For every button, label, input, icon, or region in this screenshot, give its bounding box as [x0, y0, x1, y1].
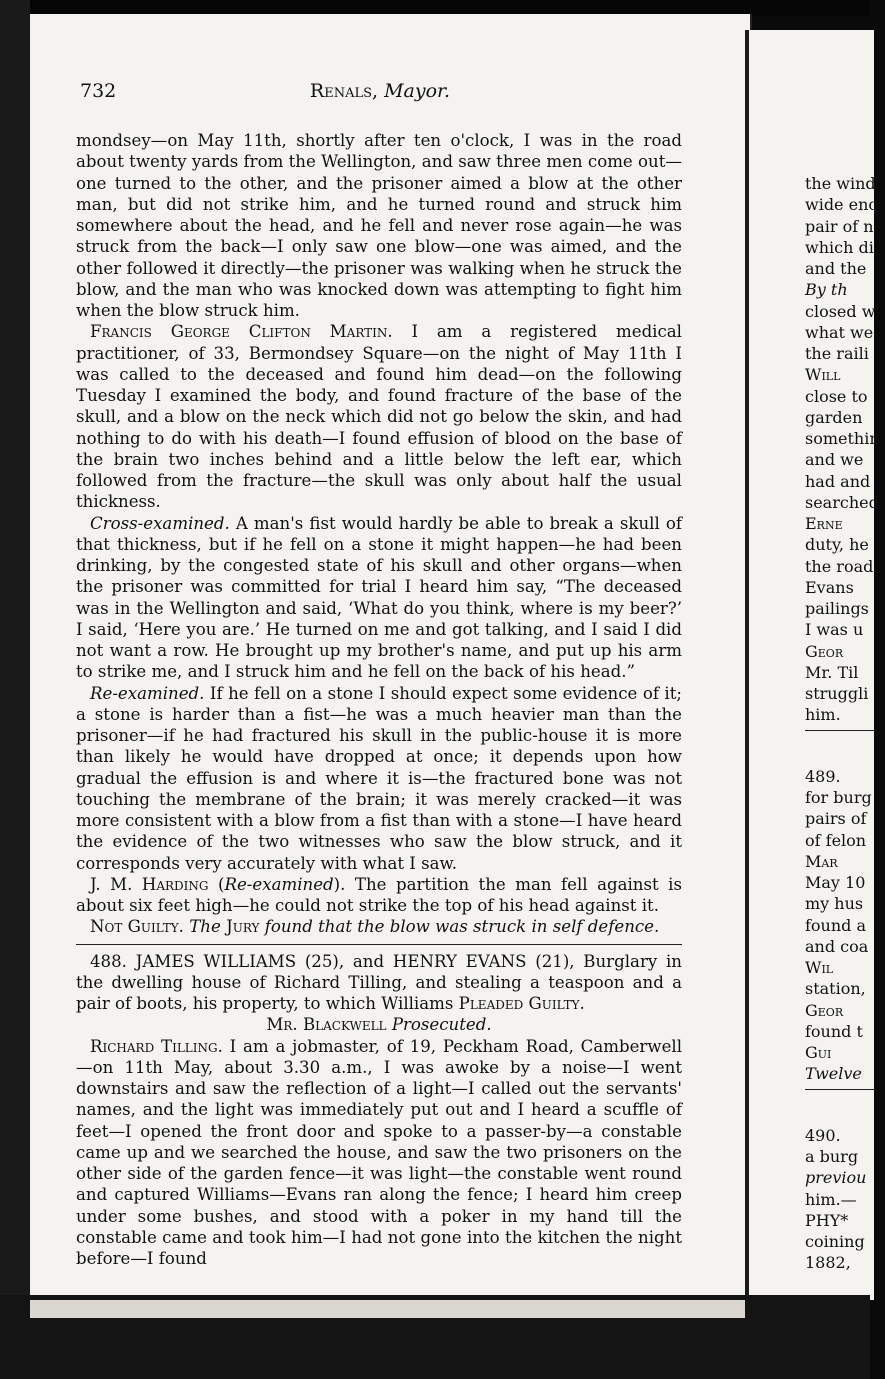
right-page-line: 490.: [805, 1125, 841, 1145]
right-page-line: for burg: [805, 788, 872, 807]
right-page-line: and coa: [805, 936, 869, 956]
right-page-line: which di: [805, 237, 874, 257]
right-page-line: the wind: [805, 174, 876, 193]
page-body: [76, 130, 682, 1269]
right-page-line: coining: [805, 1232, 865, 1251]
right-page-line: struggli: [805, 684, 869, 703]
page-number: 732: [80, 80, 117, 102]
case-divider: [76, 944, 682, 945]
text-run: Pleaded Guilty.: [458, 994, 585, 1013]
paragraph: [76, 321, 682, 512]
right-page-line: closed w: [805, 301, 876, 321]
right-page-line: and the: [805, 259, 867, 278]
text-run: If he fell on a stone I should expect some evidence of it; a stone is harder than a fist—he was a much heavier man than the prisoner—if he had fractured his skull in the public-house it is more than likely he would have dropped at once; it depends upon how gradual the effusion is and where it is—the fractured bone was not touching the membrane of the brain; it was merely cracked—it was more consistent with a blow from a fist than with a stone—I have heard the evidence of the two witnesses who saw the blow struck, and it corresponds very accurately with what I saw.: [76, 683, 682, 873]
right-page-line: Geor: [805, 641, 844, 661]
right-page-fragment: [745, 30, 880, 1300]
paragraph: [76, 513, 682, 683]
right-page-line: close to: [805, 386, 868, 406]
right-page-line: Twelve: [805, 1064, 862, 1084]
text-run: Cross-examined.: [90, 513, 230, 533]
right-page-line: found t: [805, 1021, 863, 1041]
text-run: Re-examined: [224, 874, 334, 894]
running-head-name: Renals,: [309, 80, 379, 102]
right-page-line: of felon: [805, 830, 867, 850]
book-spine-shadow: [0, 0, 30, 1379]
right-page-line: the road: [805, 556, 874, 576]
right-page-line: Gui: [805, 1043, 832, 1062]
text-run: J. M. Harding: [90, 874, 209, 894]
right-page-text: [805, 173, 885, 1274]
right-page-line: Mr. Til: [805, 662, 859, 682]
right-page-line: By th: [805, 280, 848, 300]
right-page-line: somethin: [805, 429, 880, 448]
text-run: Jury: [226, 917, 260, 937]
text-run: Mr. Blackwell: [266, 1015, 387, 1035]
right-page-line: May 10: [805, 873, 866, 892]
text-run: Prosecuted.: [391, 1015, 492, 1035]
right-page-line: searched: [805, 492, 879, 512]
right-page-line: Evans: [805, 577, 854, 597]
right-page-line: Erne: [805, 514, 843, 533]
right-page-line: garden: [805, 407, 863, 427]
text-run: The: [189, 917, 227, 937]
text-run: found that the blow was struck in self defence.: [259, 917, 660, 937]
case-heading: [76, 951, 682, 1015]
text-run: I am a jobmaster, of 19, Peckham Road, Camberwell—on 11th May, about 3.30 a.m., I was awoke by a noise—I went downstairs and saw the reflection of a light—I called out the servants' names, and the light was immediately put out and I heard a scuffle of feet—I opened the front door and spoke to a passer-by—a constable came up and we searched the house, and saw the two prisoners on the other side of the garden fence—it was light—the constable went round and captured Williams—Evans ran along the fence; I heard him creep under some bushes, and stood with a poker in my hand till the constable came and took him—I had not gone into the kitchen the night before—I found: [76, 1036, 682, 1268]
right-page-line: wide enc: [805, 195, 878, 215]
text-run: Francis George Clifton Martin.: [90, 322, 393, 342]
text-run: (: [208, 874, 225, 894]
spacer: [805, 756, 885, 766]
right-page-line: a burg: [805, 1147, 859, 1166]
right-page-line: what we: [805, 322, 874, 342]
paragraph: [76, 874, 682, 917]
right-page-line: PHY*: [805, 1210, 849, 1230]
right-page-line: had and: [805, 471, 871, 491]
paragraph: [76, 683, 682, 874]
right-page-divider: [805, 1089, 875, 1111]
right-page-line: him.: [805, 705, 841, 725]
text-run: Richard Tilling.: [90, 1036, 223, 1056]
right-page-line: duty, he: [805, 535, 869, 555]
right-page-line: 489.: [805, 766, 841, 786]
right-page-line: Wil: [805, 958, 834, 977]
right-page-line: I was u: [805, 620, 864, 640]
right-page-line: and we: [805, 450, 864, 470]
text-run: A man's fist would hardly be able to break a skull of that thickness, but if he fell on a stone it might happen—he had been drinking, by the congested state of his skull and other organs—when the prisoner was committed for trial I heard him say, “The deceased was in the Wellington and said, ‘What do you think, where is my beer?’ I said, ‘Here you are.’ He turned on me and got talking, and I said I did not want a row. He brought up my brother's name, and put up his arm to strike me, and I struck him and he fell on the back of his head.”: [76, 513, 682, 682]
running-head: [80, 80, 680, 102]
text-run: mondsey—on May 11th, shortly after ten o'clock, I was in the road about twenty yards from the Wellington, and saw three men come out—one turned to the other, and the prisoner aimed a blow at the other man, but did not strike him, and he turned round and struck him somewhere about the head, and he fell and never rose again—he was struck from the back—I only saw one blow—one was aimed, and the other followed it directly—the prisoner was walking when he struck the blow, and the man who was knocked down was attempting to fight him when the blow struck him.: [76, 131, 682, 320]
right-page-line: the raili: [805, 344, 869, 363]
right-page-line: pairs of: [805, 809, 867, 829]
right-page-line: found a: [805, 915, 867, 935]
text-run: 488. JAMES WILLIAMS (25), and HENRY EVANS (21), Burglary in the dwelling house of Richard Tilling, and stealing a teaspoon and a pair of boots, his property, to which Williams: [76, 951, 682, 1013]
right-page-line: Will: [805, 365, 841, 385]
right-page-line: him.—: [805, 1189, 857, 1209]
right-page-line: Geor: [805, 1000, 844, 1020]
text-run: Not Guilty.: [90, 917, 184, 937]
right-page-divider: [805, 730, 875, 752]
right-page-line: pair of n: [805, 216, 874, 236]
right-page-line: my hus: [805, 894, 864, 914]
right-page-line: previou: [805, 1168, 867, 1188]
running-head-title: Mayor.: [384, 80, 451, 102]
right-page-line: pailings: [805, 599, 869, 618]
text-run: Re-examined.: [90, 683, 205, 703]
evidence-paragraph: [76, 1036, 682, 1270]
spacer: [805, 1115, 885, 1125]
right-page-line: 1882,: [805, 1253, 851, 1273]
right-page-line: Mar: [805, 851, 838, 871]
prosecution-line: [76, 1014, 682, 1035]
page-edge: [30, 1300, 745, 1318]
text-run: ). The partition the man fell against is about six feet high—he could not strike the top of his head against it.: [76, 874, 682, 915]
text-run: I am a registered medical practitioner, of 33, Bermondsey Square—on the night of May 11th I was called to the deceased and found him dead—on the following Tuesday I examined the body, and found fracture of the base of the skull, and a blow on the neck which did not go below the skin, and had nothing to do with his death—I found effusion of blood on the base of the brain two inches behind and a little below the left ear, which followed from the fracture—the skull was only about half the usual thickness.: [76, 322, 682, 512]
page-header: [80, 80, 680, 110]
verdict-line: [76, 916, 682, 937]
right-page-line: station,: [805, 979, 866, 999]
paragraph: [76, 130, 682, 321]
